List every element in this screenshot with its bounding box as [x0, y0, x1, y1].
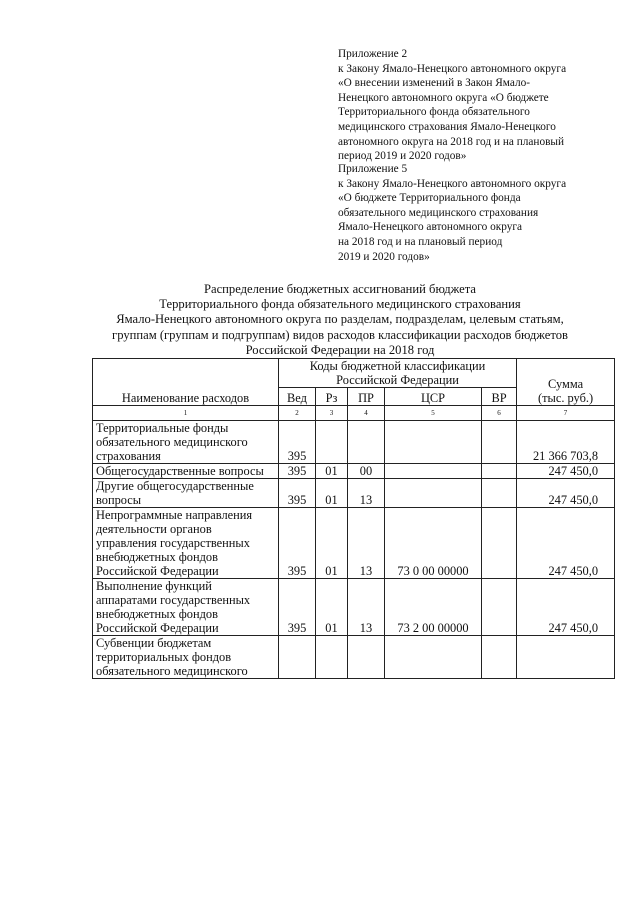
row-vr [482, 508, 517, 579]
header-ved: Вед [279, 388, 316, 406]
header-rz: Рз [316, 388, 348, 406]
title-line: Распределение бюджетных ассигнований бюджета [204, 282, 476, 296]
column-number: 6 [482, 406, 517, 421]
table-row [93, 579, 615, 636]
row-vr [482, 579, 517, 636]
header-sum-line: (тыс. руб.) [537, 391, 594, 405]
table-row [93, 421, 615, 464]
row-csr: 73 2 00 00000 [385, 579, 482, 636]
header-codes-line: Российской Федерации [336, 373, 459, 387]
row-csr [385, 636, 482, 679]
appendix-line: на 2018 год и на плановый период [338, 235, 503, 248]
row-ved [279, 636, 316, 679]
appendix-line: медицинского страхования Ямало-Ненецкого [338, 120, 556, 133]
row-ved: 395 [279, 508, 316, 579]
row-rz [316, 636, 348, 679]
row-pr: 13 [348, 508, 385, 579]
row-ved: 395 [279, 579, 316, 636]
row-csr: 73 0 00 00000 [385, 508, 482, 579]
row-name: Выполнение функций аппаратами государственных внебюджетных фондов Российской Федерации [93, 579, 279, 636]
row-name: Другие общегосударственные вопросы [93, 479, 279, 508]
appendix-line: период 2019 и 2020 годов» [338, 150, 467, 163]
appendix-line: Территориального фонда обязательного [338, 106, 530, 119]
row-name: Непрограммные направления деятельности органов управления государственных внебюджетных фондов Российской Федерации [93, 508, 279, 579]
row-sum: 247 450,0 [517, 479, 615, 508]
row-sum: 247 450,0 [517, 508, 615, 579]
row-vr [482, 464, 517, 479]
row-vr [482, 421, 517, 464]
row-rz: 01 [316, 508, 348, 579]
row-rz: 01 [316, 464, 348, 479]
row-sum: 21 366 703,8 [517, 421, 615, 464]
column-number-row [93, 406, 615, 421]
column-number: 3 [316, 406, 348, 421]
header-sum-line: Сумма [547, 377, 584, 391]
row-pr [348, 636, 385, 679]
appendix-line: автономного округа на 2018 год и на плановый [338, 135, 565, 148]
appendix-line: 2019 и 2020 годов» [338, 250, 430, 263]
row-rz: 01 [316, 479, 348, 508]
budget-table [92, 358, 615, 679]
column-number: 1 [93, 406, 279, 421]
table-row [93, 636, 615, 679]
row-pr: 00 [348, 464, 385, 479]
column-number: 7 [517, 406, 615, 421]
row-vr [482, 479, 517, 508]
row-sum [517, 636, 615, 679]
header-sum [517, 359, 615, 406]
row-ved: 395 [279, 479, 316, 508]
table-row [93, 508, 615, 579]
row-sum: 247 450,0 [517, 579, 615, 636]
header-csr: ЦСР [385, 388, 482, 406]
row-rz: 01 [316, 579, 348, 636]
header-vr: ВР [482, 388, 517, 406]
appendix-line: Ямало-Ненецкого автономного округа [338, 221, 523, 234]
row-csr [385, 464, 482, 479]
title-line: группам (группам и подгруппам) видов расходов классификации расходов бюджетов [112, 327, 568, 342]
row-pr: 13 [348, 479, 385, 508]
appendix-2-heading [338, 47, 623, 164]
appendix-line: к Закону Ямало-Ненецкого автономного округа [338, 177, 567, 190]
title-line: Российской Федерации на 2018 год [245, 342, 435, 357]
header-pr: ПР [348, 388, 385, 406]
appendix-line: Приложение 5 [338, 163, 408, 175]
title-line: Ямало-Ненецкого автономного округа по разделам, подразделам, целевым статьям, [116, 312, 564, 327]
row-ved: 395 [279, 421, 316, 464]
header-name: Наименование расходов [93, 359, 279, 406]
column-number: 2 [279, 406, 316, 421]
row-name: Субвенции бюджетам территориальных фондов обязательного медицинского [93, 636, 279, 679]
row-sum: 247 450,0 [517, 464, 615, 479]
header-codes-line: Коды бюджетной классификации [309, 359, 486, 373]
table-row [93, 479, 615, 508]
appendix-5-heading [338, 162, 623, 264]
row-pr: 13 [348, 579, 385, 636]
row-name: Территориальные фонды обязательного медицинского страхования [93, 421, 279, 464]
appendix-line: к Закону Ямало-Ненецкого автономного округа [338, 62, 567, 75]
row-name: Общегосударственные вопросы [93, 464, 279, 479]
appendix-line: Приложение 2 [338, 48, 408, 60]
row-rz [316, 421, 348, 464]
title-line: Территориального фонда обязательного медицинского страхования [159, 297, 521, 312]
row-csr [385, 421, 482, 464]
header-codes [279, 359, 517, 388]
column-number: 5 [385, 406, 482, 421]
column-number: 4 [348, 406, 385, 421]
table-row [93, 464, 615, 479]
appendix-line: Ненецкого автономного округа «О бюджете [338, 91, 549, 104]
row-ved: 395 [279, 464, 316, 479]
appendix-line: «О бюджете Территориального фонда [338, 192, 521, 205]
appendix-line: «О внесении изменений в Закон Ямало- [338, 77, 530, 90]
document-title [60, 282, 620, 358]
row-pr [348, 421, 385, 464]
row-vr [482, 636, 517, 679]
row-csr [385, 479, 482, 508]
appendix-line: обязательного медицинского страхования [338, 206, 539, 219]
